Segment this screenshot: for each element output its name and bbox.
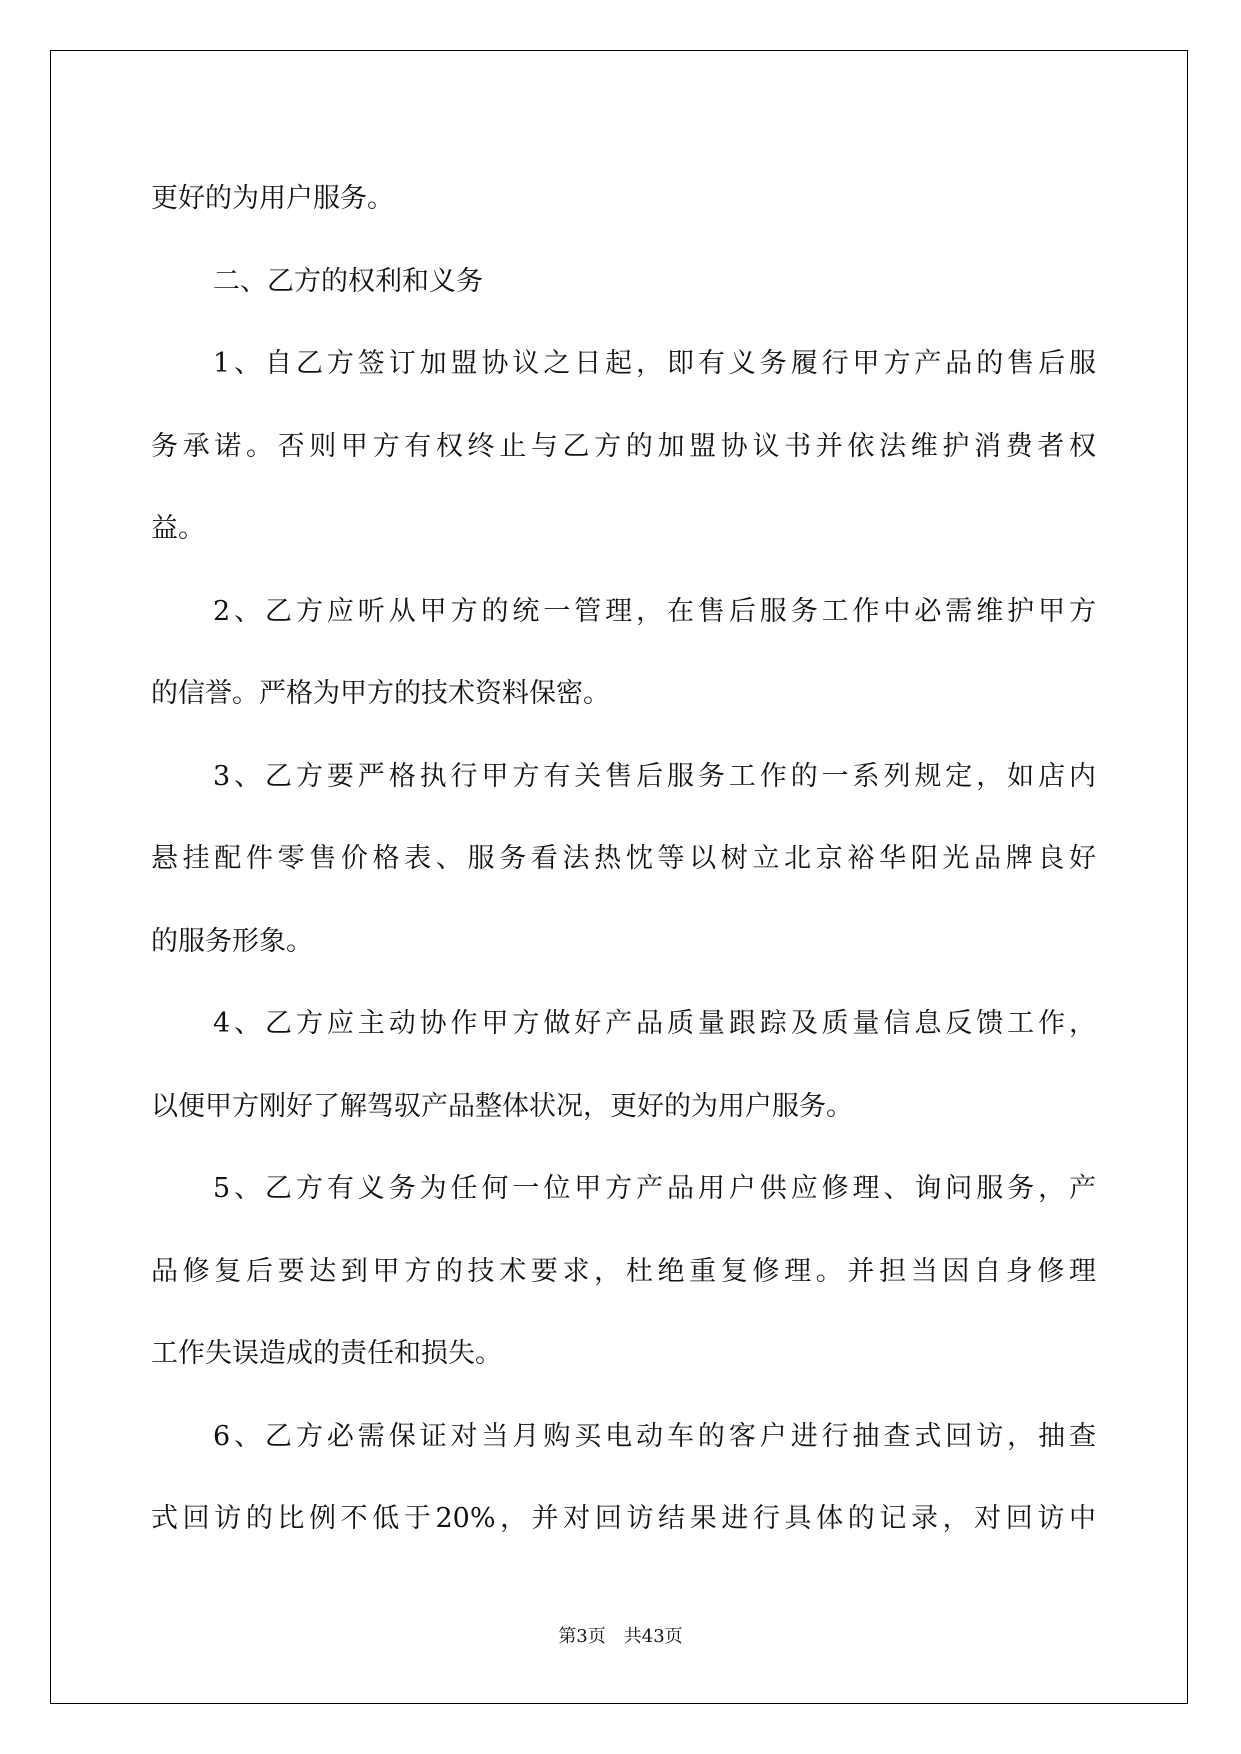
text-line: 1、自乙方签订加盟协议之日起，即有义务履行甲方产品的售后服 <box>213 348 1096 379</box>
text-line: 益。 <box>151 513 205 544</box>
text-line: 4、乙方应主动协作甲方做好产品质量跟踪及质量信息反馈工作， <box>213 1008 1096 1039</box>
text-line: 务承诺。否则甲方有权终止与乙方的加盟协议书并依法维护消费者权 <box>151 430 1096 462</box>
text-line: 3、乙方要严格执行甲方有关售后服务工作的一系列规定，如店内 <box>213 760 1096 792</box>
document-body <box>151 158 1096 1561</box>
text-line: 悬挂配件零售价格表、服务看法热忱等以树立北京裕华阳光品牌良好 <box>151 843 1096 874</box>
text-line: 的服务形象。 <box>151 925 313 957</box>
text-line: 二、乙方的权利和义务 <box>213 265 483 297</box>
text-line: 更好的为用户服务。 <box>151 183 394 214</box>
text-line: 的信誉。严格为甲方的技术资料保密。 <box>151 678 610 709</box>
text-line: 工作失误造成的责任和损失。 <box>151 1338 502 1369</box>
text-line: 6、乙方必需保证对当月购买电动车的客户进行抽查式回访，抽查 <box>213 1420 1096 1452</box>
page-number-footer: 第3页 共43页 <box>558 1626 683 1647</box>
text-line: 以便甲方刚好了解驾驭产品整体状况，更好的为用户服务。 <box>151 1090 853 1122</box>
text-line: 2、乙方应听从甲方的统一管理，在售后服务工作中必需维护甲方 <box>213 595 1096 627</box>
text-line: 式回访的比例不低于20%，并对回访结果进行具体的记录，对回访中 <box>151 1503 1096 1534</box>
text-line: 5、乙方有义务为任何一位甲方产品用户供应修理、询问服务，产 <box>213 1173 1096 1204</box>
text-line: 品修复后要达到甲方的技术要求，杜绝重复修理。并担当因自身修理 <box>151 1255 1096 1287</box>
